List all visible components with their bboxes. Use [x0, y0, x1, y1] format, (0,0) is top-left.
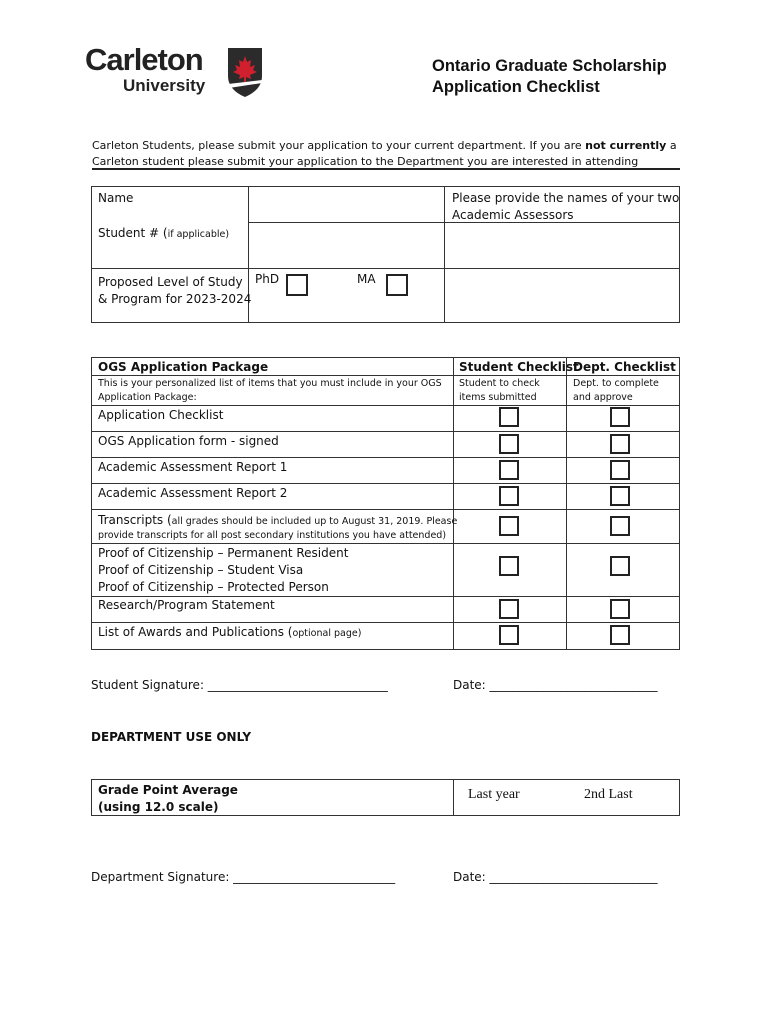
department-use-heading: DEPARTMENT USE ONLY — [91, 730, 252, 744]
ma-checkbox[interactable] — [386, 274, 408, 296]
name-field[interactable] — [250, 188, 442, 221]
item-assessment-report-1: Academic Assessment Report 1 — [98, 460, 288, 474]
department-signature-line[interactable]: Department Signature: ___________________________ — [91, 870, 396, 884]
dept-checkbox[interactable] — [610, 599, 630, 619]
gpa-label: Grade Point Average (using 12.0 scale) — [98, 783, 238, 814]
department-date-line[interactable]: Date: ____________________________ — [453, 870, 658, 884]
ma-label: MA — [357, 272, 376, 286]
item-research-statement: Research/Program Statement — [98, 598, 275, 612]
item-assessment-report-2: Academic Assessment Report 2 — [98, 486, 288, 500]
dept-checkbox[interactable] — [610, 434, 630, 454]
logo-wordmark-university: University — [123, 76, 206, 95]
phd-label: PhD — [255, 272, 280, 286]
phd-checkbox[interactable] — [286, 274, 308, 296]
student-signature-line[interactable]: Student Signature: ______________________________ — [91, 678, 388, 692]
package-description: This is your personalized list of items that you must include in your OGS Application Package: — [98, 378, 442, 403]
package-header: OGS Application Package — [98, 360, 269, 374]
dept-checkbox[interactable] — [610, 516, 630, 536]
gpa-second-last-label: 2nd Last — [584, 787, 633, 802]
intro-text: Carleton Students, please submit your application to your current department. If you are not currently a Carleton student please submit your application to the Department you are interested in attending — [92, 139, 677, 168]
item-proof-of-citizenship: Proof of Citizenship – Permanent Resident Proof of Citizenship – Student Visa Proof of Citizenship – Protected Person — [98, 546, 349, 594]
dept-checklist-description: Dept. to complete and approve — [573, 378, 659, 403]
item-awards-publications: List of Awards and Publications (optional page) — [98, 625, 362, 639]
student-checkbox[interactable] — [499, 516, 519, 536]
dept-checkbox[interactable] — [610, 460, 630, 480]
dept-checkbox[interactable] — [610, 486, 630, 506]
student-checkbox[interactable] — [499, 556, 519, 576]
student-checkbox[interactable] — [499, 486, 519, 506]
maple-leaf-shield-icon — [226, 46, 264, 98]
dept-checkbox[interactable] — [610, 625, 630, 645]
assessor-2-field[interactable] — [446, 270, 678, 321]
dept-checklist-header: Dept. Checklist — [573, 360, 676, 374]
student-date-line[interactable]: Date: ____________________________ — [453, 678, 658, 692]
student-checkbox[interactable] — [499, 407, 519, 427]
name-label: Name — [98, 191, 134, 205]
assessor-1-field[interactable] — [446, 224, 678, 267]
divider — [92, 168, 680, 170]
assessors-label: Please provide the names of your two Academic Assessors — [452, 191, 680, 222]
logo-wordmark-carleton: Carleton — [85, 42, 203, 77]
level-label: Proposed Level of Study & Program for 2023-2024 — [98, 275, 252, 306]
student-checklist-header: Student Checklist — [459, 360, 579, 374]
student-number-field[interactable] — [250, 224, 442, 267]
student-checkbox[interactable] — [499, 599, 519, 619]
gpa-last-year-label: Last year — [468, 787, 520, 802]
student-checkbox[interactable] — [499, 625, 519, 645]
dept-checkbox[interactable] — [610, 556, 630, 576]
dept-checkbox[interactable] — [610, 407, 630, 427]
student-number-label: Student # (if applicable) — [98, 226, 230, 240]
item-application-checklist: Application Checklist — [98, 408, 224, 422]
item-application-form: OGS Application form - signed — [98, 434, 279, 448]
page-title: Ontario Graduate Scholarship Application Checklist — [432, 57, 667, 96]
student-checklist-description: Student to check items submitted — [459, 378, 540, 403]
item-transcripts: Transcripts (all grades should be included up to August 31, 2019. Please provide transcripts for all post secondary institutions you have attended) — [98, 513, 458, 541]
student-checkbox[interactable] — [499, 434, 519, 454]
student-checkbox[interactable] — [499, 460, 519, 480]
